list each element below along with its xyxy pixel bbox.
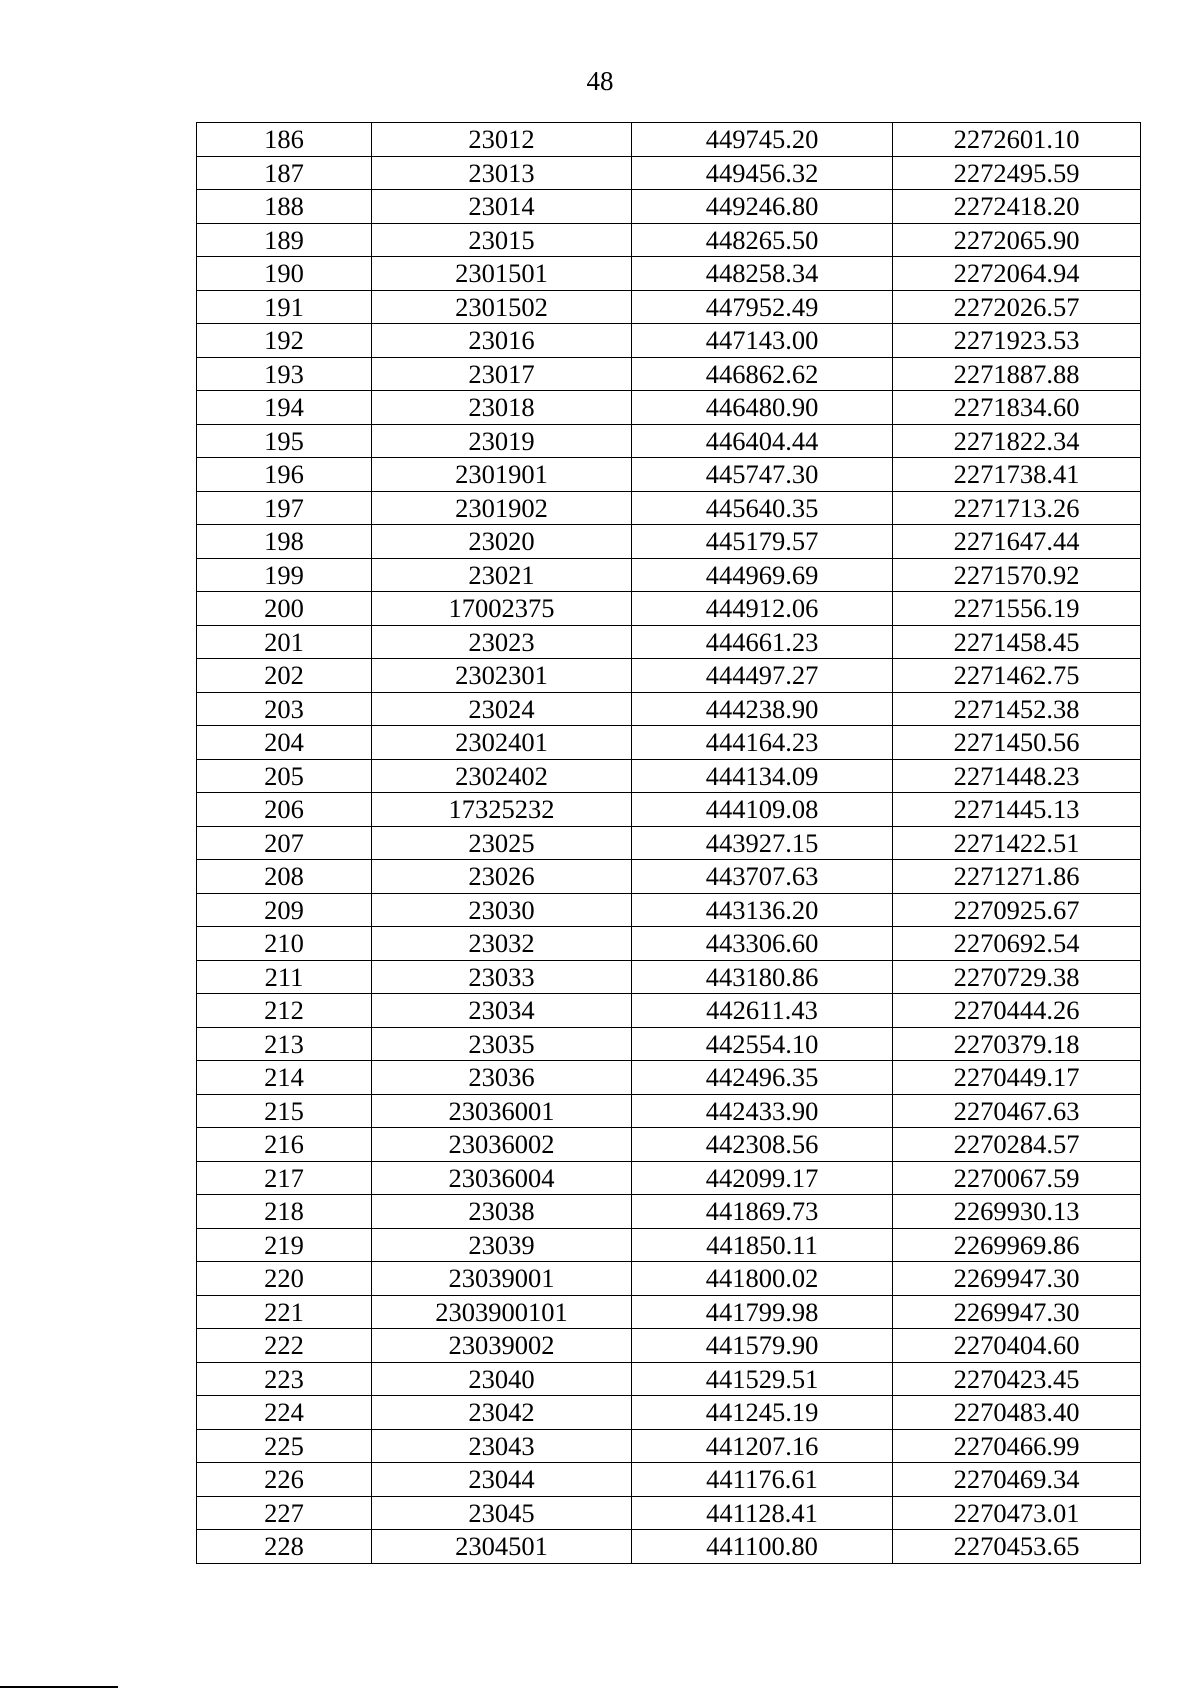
point-id-cell: 23026 — [372, 860, 632, 894]
table-row — [197, 156, 1141, 190]
table-row — [197, 290, 1141, 324]
point-id-cell: 23020 — [372, 525, 632, 559]
row-number-cell: 215 — [197, 1094, 372, 1128]
point-id-cell: 23014 — [372, 190, 632, 224]
row-number-cell: 207 — [197, 826, 372, 860]
y-coordinate-cell: 2269930.13 — [893, 1195, 1141, 1229]
y-coordinate-cell: 2270404.60 — [893, 1329, 1141, 1363]
point-id-cell: 23039002 — [372, 1329, 632, 1363]
point-id-cell: 23021 — [372, 558, 632, 592]
row-number-cell: 194 — [197, 391, 372, 425]
x-coordinate-cell: 444109.08 — [632, 793, 893, 827]
y-coordinate-cell: 2271450.56 — [893, 726, 1141, 760]
x-coordinate-cell: 448258.34 — [632, 257, 893, 291]
point-id-cell: 23016 — [372, 324, 632, 358]
point-id-cell: 17002375 — [372, 592, 632, 626]
table-row — [197, 525, 1141, 559]
x-coordinate-cell: 441800.02 — [632, 1262, 893, 1296]
y-coordinate-cell: 2272026.57 — [893, 290, 1141, 324]
row-number-cell: 193 — [197, 357, 372, 391]
x-coordinate-cell: 444497.27 — [632, 659, 893, 693]
point-id-cell: 23040 — [372, 1362, 632, 1396]
x-coordinate-cell: 441207.16 — [632, 1429, 893, 1463]
x-coordinate-cell: 445179.57 — [632, 525, 893, 559]
point-id-cell: 23018 — [372, 391, 632, 425]
y-coordinate-cell: 2271452.38 — [893, 692, 1141, 726]
row-number-cell: 217 — [197, 1161, 372, 1195]
y-coordinate-cell: 2270466.99 — [893, 1429, 1141, 1463]
point-id-cell: 2304501 — [372, 1530, 632, 1564]
table-row — [197, 1027, 1141, 1061]
y-coordinate-cell: 2271445.13 — [893, 793, 1141, 827]
row-number-cell: 196 — [197, 458, 372, 492]
point-id-cell: 2301902 — [372, 491, 632, 525]
y-coordinate-cell: 2270449.17 — [893, 1061, 1141, 1095]
y-coordinate-cell: 2269947.30 — [893, 1262, 1141, 1296]
y-coordinate-cell: 2270692.54 — [893, 927, 1141, 961]
row-number-cell: 220 — [197, 1262, 372, 1296]
coordinates-table-body — [197, 123, 1141, 1564]
y-coordinate-cell: 2271556.19 — [893, 592, 1141, 626]
point-id-cell: 2302401 — [372, 726, 632, 760]
point-id-cell: 23042 — [372, 1396, 632, 1430]
y-coordinate-cell: 2270284.57 — [893, 1128, 1141, 1162]
x-coordinate-cell: 447143.00 — [632, 324, 893, 358]
y-coordinate-cell: 2270067.59 — [893, 1161, 1141, 1195]
x-coordinate-cell: 444238.90 — [632, 692, 893, 726]
table-row — [197, 424, 1141, 458]
table-row — [197, 1094, 1141, 1128]
y-coordinate-cell: 2271647.44 — [893, 525, 1141, 559]
table-row — [197, 860, 1141, 894]
row-number-cell: 192 — [197, 324, 372, 358]
x-coordinate-cell: 442099.17 — [632, 1161, 893, 1195]
y-coordinate-cell: 2270467.63 — [893, 1094, 1141, 1128]
point-id-cell: 2301502 — [372, 290, 632, 324]
x-coordinate-cell: 441529.51 — [632, 1362, 893, 1396]
table-row — [197, 1195, 1141, 1229]
y-coordinate-cell: 2270469.34 — [893, 1463, 1141, 1497]
point-id-cell: 23038 — [372, 1195, 632, 1229]
row-number-cell: 188 — [197, 190, 372, 224]
row-number-cell: 225 — [197, 1429, 372, 1463]
table-row — [197, 1329, 1141, 1363]
table-row — [197, 223, 1141, 257]
x-coordinate-cell: 443306.60 — [632, 927, 893, 961]
x-coordinate-cell: 441579.90 — [632, 1329, 893, 1363]
x-coordinate-cell: 443927.15 — [632, 826, 893, 860]
y-coordinate-cell: 2271887.88 — [893, 357, 1141, 391]
point-id-cell: 23024 — [372, 692, 632, 726]
table-row — [197, 558, 1141, 592]
y-coordinate-cell: 2270483.40 — [893, 1396, 1141, 1430]
y-coordinate-cell: 2272495.59 — [893, 156, 1141, 190]
row-number-cell: 200 — [197, 592, 372, 626]
y-coordinate-cell: 2270423.45 — [893, 1362, 1141, 1396]
x-coordinate-cell: 446404.44 — [632, 424, 893, 458]
point-id-cell: 23032 — [372, 927, 632, 961]
table-row — [197, 1530, 1141, 1564]
row-number-cell: 210 — [197, 927, 372, 961]
x-coordinate-cell: 445747.30 — [632, 458, 893, 492]
y-coordinate-cell: 2272418.20 — [893, 190, 1141, 224]
y-coordinate-cell: 2270729.38 — [893, 960, 1141, 994]
row-number-cell: 228 — [197, 1530, 372, 1564]
y-coordinate-cell: 2271462.75 — [893, 659, 1141, 693]
row-number-cell: 211 — [197, 960, 372, 994]
x-coordinate-cell: 441869.73 — [632, 1195, 893, 1229]
table-row — [197, 759, 1141, 793]
point-id-cell: 23036002 — [372, 1128, 632, 1162]
row-number-cell: 198 — [197, 525, 372, 559]
table-row — [197, 625, 1141, 659]
table-row — [197, 994, 1141, 1028]
y-coordinate-cell: 2271271.86 — [893, 860, 1141, 894]
y-coordinate-cell: 2271822.34 — [893, 424, 1141, 458]
row-number-cell: 212 — [197, 994, 372, 1028]
coordinates-table — [196, 122, 1141, 1564]
table-row — [197, 324, 1141, 358]
point-id-cell: 23015 — [372, 223, 632, 257]
x-coordinate-cell: 444164.23 — [632, 726, 893, 760]
table-row — [197, 190, 1141, 224]
y-coordinate-cell: 2270473.01 — [893, 1496, 1141, 1530]
y-coordinate-cell: 2272064.94 — [893, 257, 1141, 291]
x-coordinate-cell: 441176.61 — [632, 1463, 893, 1497]
row-number-cell: 191 — [197, 290, 372, 324]
table-row — [197, 1463, 1141, 1497]
x-coordinate-cell: 445640.35 — [632, 491, 893, 525]
point-id-cell: 23019 — [372, 424, 632, 458]
point-id-cell: 23043 — [372, 1429, 632, 1463]
y-coordinate-cell: 2271422.51 — [893, 826, 1141, 860]
x-coordinate-cell: 449456.32 — [632, 156, 893, 190]
y-coordinate-cell: 2271923.53 — [893, 324, 1141, 358]
point-id-cell: 23030 — [372, 893, 632, 927]
point-id-cell: 2303900101 — [372, 1295, 632, 1329]
row-number-cell: 216 — [197, 1128, 372, 1162]
row-number-cell: 221 — [197, 1295, 372, 1329]
table-row — [197, 1362, 1141, 1396]
row-number-cell: 209 — [197, 893, 372, 927]
table-row — [197, 793, 1141, 827]
table-row — [197, 927, 1141, 961]
x-coordinate-cell: 442611.43 — [632, 994, 893, 1028]
table-row — [197, 1262, 1141, 1296]
row-number-cell: 189 — [197, 223, 372, 257]
point-id-cell: 23025 — [372, 826, 632, 860]
row-number-cell: 187 — [197, 156, 372, 190]
row-number-cell: 186 — [197, 123, 372, 157]
point-id-cell: 23012 — [372, 123, 632, 157]
y-coordinate-cell: 2271834.60 — [893, 391, 1141, 425]
point-id-cell: 2301901 — [372, 458, 632, 492]
page-number: 48 — [586, 66, 614, 96]
row-number-cell: 227 — [197, 1496, 372, 1530]
table-row — [197, 592, 1141, 626]
y-coordinate-cell: 2272065.90 — [893, 223, 1141, 257]
row-number-cell: 190 — [197, 257, 372, 291]
y-coordinate-cell: 2270453.65 — [893, 1530, 1141, 1564]
row-number-cell: 208 — [197, 860, 372, 894]
table-row — [197, 1061, 1141, 1095]
x-coordinate-cell: 444912.06 — [632, 592, 893, 626]
table-row — [197, 659, 1141, 693]
y-coordinate-cell: 2269969.86 — [893, 1228, 1141, 1262]
x-coordinate-cell: 444969.69 — [632, 558, 893, 592]
y-coordinate-cell: 2271448.23 — [893, 759, 1141, 793]
y-coordinate-cell: 2269947.30 — [893, 1295, 1141, 1329]
point-id-cell: 23013 — [372, 156, 632, 190]
x-coordinate-cell: 449745.20 — [632, 123, 893, 157]
table-row — [197, 1396, 1141, 1430]
point-id-cell: 23017 — [372, 357, 632, 391]
point-id-cell: 23035 — [372, 1027, 632, 1061]
x-coordinate-cell: 443136.20 — [632, 893, 893, 927]
x-coordinate-cell: 442433.90 — [632, 1094, 893, 1128]
point-id-cell: 23036 — [372, 1061, 632, 1095]
table-row — [197, 1161, 1141, 1195]
point-id-cell: 23034 — [372, 994, 632, 1028]
table-row — [197, 491, 1141, 525]
table-row — [197, 893, 1141, 927]
x-coordinate-cell: 448265.50 — [632, 223, 893, 257]
table-row — [197, 458, 1141, 492]
y-coordinate-cell: 2271713.26 — [893, 491, 1141, 525]
table-row — [197, 1496, 1141, 1530]
point-id-cell: 23044 — [372, 1463, 632, 1497]
point-id-cell: 23045 — [372, 1496, 632, 1530]
table-row — [197, 357, 1141, 391]
row-number-cell: 204 — [197, 726, 372, 760]
row-number-cell: 219 — [197, 1228, 372, 1262]
x-coordinate-cell: 446480.90 — [632, 391, 893, 425]
table-row — [197, 726, 1141, 760]
point-id-cell: 23036004 — [372, 1161, 632, 1195]
table-row — [197, 1295, 1141, 1329]
table-row — [197, 826, 1141, 860]
x-coordinate-cell: 441799.98 — [632, 1295, 893, 1329]
table-row — [197, 1128, 1141, 1162]
table-row — [197, 1429, 1141, 1463]
table-row — [197, 1228, 1141, 1262]
row-number-cell: 214 — [197, 1061, 372, 1095]
x-coordinate-cell: 449246.80 — [632, 190, 893, 224]
footer-rule — [0, 1686, 118, 1688]
row-number-cell: 226 — [197, 1463, 372, 1497]
table-row — [197, 257, 1141, 291]
y-coordinate-cell: 2270925.67 — [893, 893, 1141, 927]
point-id-cell: 23039 — [372, 1228, 632, 1262]
x-coordinate-cell: 444661.23 — [632, 625, 893, 659]
point-id-cell: 23036001 — [372, 1094, 632, 1128]
row-number-cell: 203 — [197, 692, 372, 726]
y-coordinate-cell: 2271458.45 — [893, 625, 1141, 659]
point-id-cell: 2302402 — [372, 759, 632, 793]
row-number-cell: 201 — [197, 625, 372, 659]
row-number-cell: 206 — [197, 793, 372, 827]
row-number-cell: 213 — [197, 1027, 372, 1061]
table-row — [197, 692, 1141, 726]
row-number-cell: 205 — [197, 759, 372, 793]
point-id-cell: 2301501 — [372, 257, 632, 291]
y-coordinate-cell: 2271738.41 — [893, 458, 1141, 492]
x-coordinate-cell: 441100.80 — [632, 1530, 893, 1564]
x-coordinate-cell: 442308.56 — [632, 1128, 893, 1162]
row-number-cell: 202 — [197, 659, 372, 693]
x-coordinate-cell: 442554.10 — [632, 1027, 893, 1061]
x-coordinate-cell: 444134.09 — [632, 759, 893, 793]
row-number-cell: 223 — [197, 1362, 372, 1396]
point-id-cell: 23039001 — [372, 1262, 632, 1296]
x-coordinate-cell: 441245.19 — [632, 1396, 893, 1430]
table-row — [197, 960, 1141, 994]
table-row — [197, 391, 1141, 425]
row-number-cell: 195 — [197, 424, 372, 458]
y-coordinate-cell: 2270444.26 — [893, 994, 1141, 1028]
x-coordinate-cell: 441850.11 — [632, 1228, 893, 1262]
row-number-cell: 199 — [197, 558, 372, 592]
x-coordinate-cell: 446862.62 — [632, 357, 893, 391]
row-number-cell: 197 — [197, 491, 372, 525]
row-number-cell: 218 — [197, 1195, 372, 1229]
y-coordinate-cell: 2270379.18 — [893, 1027, 1141, 1061]
point-id-cell: 23023 — [372, 625, 632, 659]
x-coordinate-cell: 442496.35 — [632, 1061, 893, 1095]
x-coordinate-cell: 447952.49 — [632, 290, 893, 324]
point-id-cell: 17325232 — [372, 793, 632, 827]
row-number-cell: 224 — [197, 1396, 372, 1430]
point-id-cell: 2302301 — [372, 659, 632, 693]
table-row — [197, 123, 1141, 157]
row-number-cell: 222 — [197, 1329, 372, 1363]
y-coordinate-cell: 2271570.92 — [893, 558, 1141, 592]
y-coordinate-cell: 2272601.10 — [893, 123, 1141, 157]
x-coordinate-cell: 443707.63 — [632, 860, 893, 894]
x-coordinate-cell: 443180.86 — [632, 960, 893, 994]
x-coordinate-cell: 441128.41 — [632, 1496, 893, 1530]
point-id-cell: 23033 — [372, 960, 632, 994]
